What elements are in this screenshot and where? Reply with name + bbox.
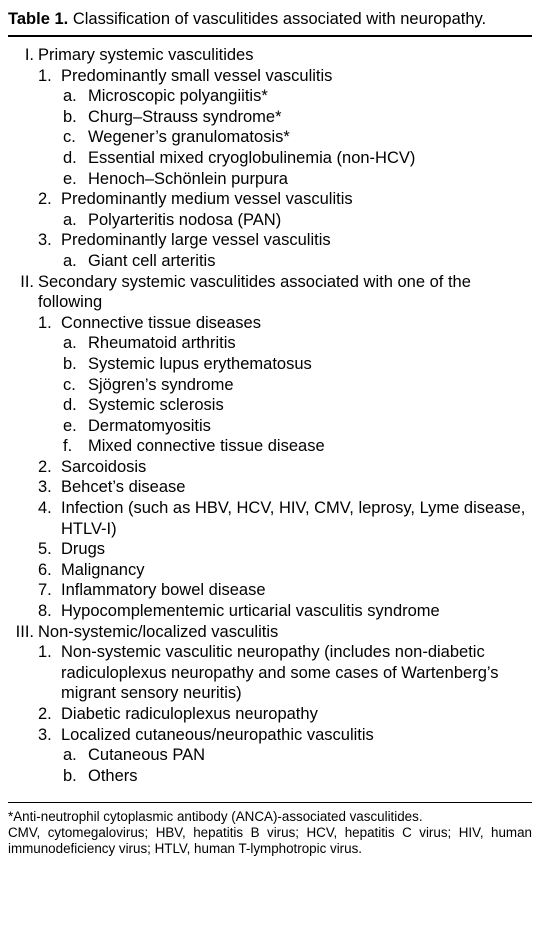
outline-text: Connective tissue diseases	[61, 313, 261, 332]
outline-marker: a.	[63, 334, 77, 353]
outline-text: Predominantly medium vessel vasculitis	[61, 190, 353, 209]
outline-item	[8, 622, 532, 643]
outline-item	[8, 416, 532, 437]
outline-text: Systemic lupus erythematosus	[88, 354, 312, 373]
outline-text: Hypocomplementemic urticarial vasculitis syndrome	[61, 602, 440, 621]
outline-marker: 6.	[38, 560, 52, 579]
outline-item	[8, 601, 532, 622]
outline-item	[8, 354, 532, 375]
outline-marker: e.	[63, 169, 77, 188]
outline-marker: 7.	[38, 581, 52, 600]
outline-marker: d.	[63, 396, 77, 415]
bottom-rule	[8, 802, 532, 803]
outline-item	[8, 107, 532, 128]
table-footnotes	[8, 809, 532, 856]
outline-text: Inflammatory bowel disease	[61, 581, 266, 600]
outline-text: Giant cell arteritis	[88, 251, 216, 270]
footnote-anca: *Anti-neutrophil cytoplasmic antibody (ANCA)-associated vasculitides.	[8, 809, 423, 825]
outline-marker: 4.	[38, 499, 52, 518]
outline-text: Predominantly large vessel vasculitis	[61, 231, 331, 250]
outline-marker: b.	[63, 354, 77, 373]
outline-text: Secondary systemic vasculitides associated with one of the following	[38, 272, 471, 312]
outline-text: Infection (such as HBV, HCV, HIV, CMV, leprosy, Lyme disease, HTLV-I)	[61, 499, 526, 538]
outline-item	[8, 148, 532, 169]
outline-text: Predominantly small vessel vasculitis	[61, 66, 333, 85]
outline-item	[8, 642, 532, 704]
outline-text: Systemic sclerosis	[88, 396, 224, 415]
outline-marker: 8.	[38, 602, 52, 621]
outline-item	[8, 375, 532, 396]
outline-text: Polyarteritis nodosa (PAN)	[88, 210, 282, 229]
outline-text: Sarcoidosis	[61, 457, 147, 476]
outline-marker: 2.	[38, 457, 52, 476]
classification-outline	[8, 45, 532, 786]
outline-item	[8, 395, 532, 416]
outline-text: Primary systemic vasculitides	[38, 46, 254, 64]
outline-marker: d.	[63, 148, 77, 167]
outline-text: Cutaneous PAN	[88, 746, 206, 765]
outline-text: Essential mixed cryoglobulinemia (non-HCV)	[88, 148, 416, 167]
outline-marker: c.	[63, 375, 76, 394]
outline-text: Rheumatoid arthritis	[88, 334, 236, 353]
outline-item	[8, 457, 532, 478]
outline-item	[8, 333, 532, 354]
table-page	[8, 10, 532, 857]
outline-item	[8, 725, 532, 746]
outline-text: Sjögren’s syndrome	[88, 375, 234, 394]
outline-item	[8, 230, 532, 251]
outline-marker: 5.	[38, 540, 52, 559]
outline-marker: a.	[63, 746, 77, 765]
outline-item	[8, 313, 532, 334]
outline-text: Henoch–Schönlein purpura	[88, 169, 288, 188]
footnote-abbreviations: CMV, cytomegalovirus; HBV, hepatitis B virus; HCV, hepatitis C virus; HIV, human immunodeficiency virus; HTLV, human T-lymphotropic virus.	[8, 825, 532, 856]
outline-marker: e.	[63, 416, 77, 435]
outline-item	[8, 272, 532, 313]
outline-item	[8, 477, 532, 498]
outline-marker: I.	[24, 46, 34, 64]
outline-text: Malignancy	[61, 560, 145, 579]
outline-text: Drugs	[61, 540, 106, 559]
outline-item	[8, 704, 532, 725]
outline-marker: II.	[20, 272, 34, 291]
outline-item	[8, 251, 532, 272]
outline-item	[8, 580, 532, 601]
outline-item	[8, 169, 532, 190]
outline-marker: 1.	[38, 313, 52, 332]
outline-text: Behcet’s disease	[61, 478, 186, 497]
outline-marker: 2.	[38, 705, 52, 723]
outline-text: Mixed connective tissue disease	[88, 437, 325, 456]
table-caption	[8, 10, 532, 29]
outline-item	[8, 127, 532, 148]
outline-marker: a.	[63, 251, 77, 270]
outline-item	[8, 560, 532, 581]
outline-item	[8, 436, 532, 457]
outline-item	[8, 498, 532, 539]
outline-marker: 3.	[38, 725, 52, 744]
outline-item	[8, 66, 532, 87]
outline-text: Wegener’s granulomatosis*	[88, 128, 290, 147]
outline-marker: 3.	[38, 478, 52, 497]
outline-text: Localized cutaneous/neuropathic vasculitis	[61, 725, 374, 744]
outline-marker: c.	[63, 128, 76, 147]
outline-text: Diabetic radiculoplexus neuropathy	[61, 705, 318, 723]
outline-item	[8, 45, 532, 66]
outline-marker: 1.	[38, 66, 52, 85]
outline-text: Microscopic polyangiitis*	[88, 87, 268, 106]
outline-marker: 3.	[38, 231, 52, 250]
outline-marker: 1.	[38, 643, 52, 662]
outline-marker: b.	[63, 766, 77, 785]
outline-text: Others	[88, 766, 138, 785]
outline-text: Non-systemic vasculitic neuropathy (includes non-diabetic radiculoplexus neuropathy and some cases of Wartenberg’s migrant sensory neuritis)	[61, 643, 499, 703]
outline-item	[8, 745, 532, 766]
outline-text: Dermatomyositis	[88, 416, 211, 435]
outline-item	[8, 86, 532, 107]
outline-item	[8, 539, 532, 560]
outline-item	[8, 766, 532, 787]
table-title: Classification of vasculitides associated with neuropathy.	[72, 10, 487, 28]
outline-marker: b.	[63, 107, 77, 126]
outline-item	[8, 189, 532, 210]
outline-marker: 2.	[38, 190, 52, 209]
outline-text: Churg–Strauss syndrome*	[88, 107, 282, 126]
outline-marker: f.	[63, 437, 73, 456]
outline-marker: a.	[63, 210, 77, 229]
top-rule	[8, 35, 532, 37]
outline-text: Non-systemic/localized vasculitis	[38, 622, 279, 641]
outline-marker: III.	[15, 622, 34, 641]
table-label: Table 1.	[8, 10, 69, 28]
outline-item	[8, 210, 532, 231]
outline-marker: a.	[63, 87, 77, 106]
